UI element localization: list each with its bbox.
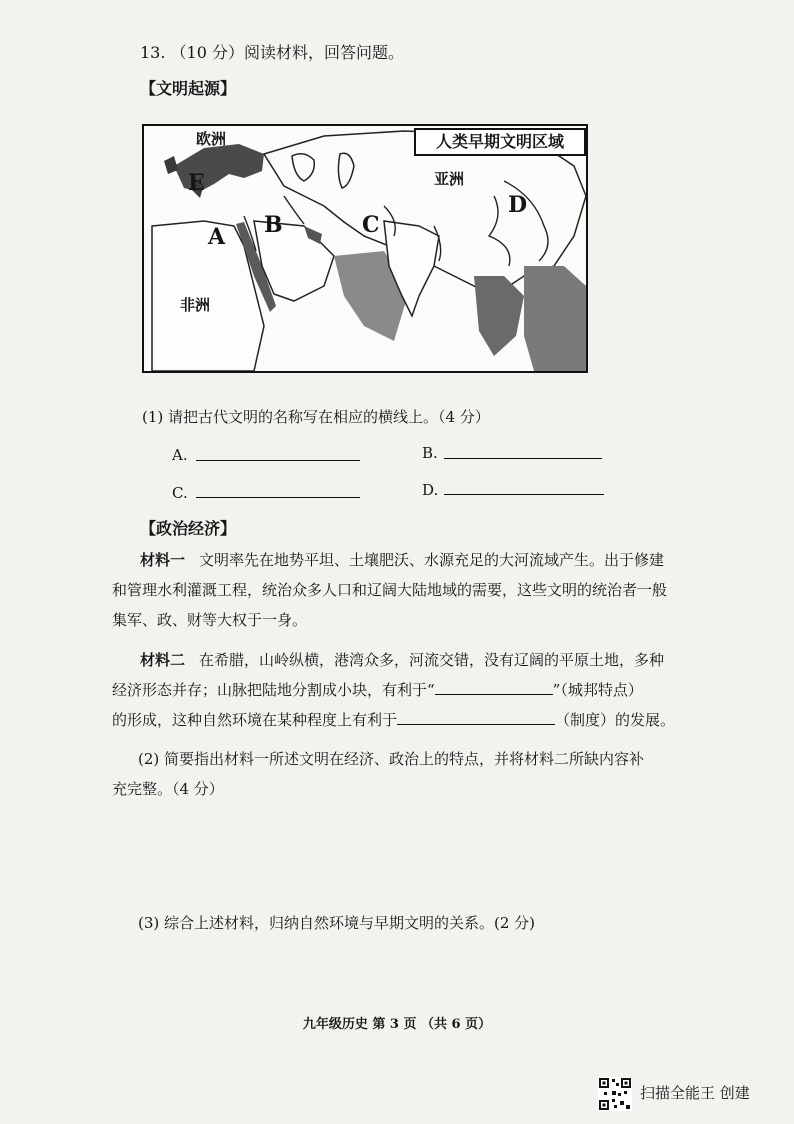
map-label-africa: 非洲 (180, 296, 211, 314)
q2-line1: (2) 简要指出材料一所述文明在经济、政治上的特点，并将材料二所缺内容补 (138, 750, 645, 768)
map-letter-e: E (188, 170, 205, 196)
scanner-watermark: 扫描全能王 创建 (640, 1084, 750, 1102)
blank-label-c: C. (172, 484, 188, 502)
section-title-origin: 【文明起源】 (140, 79, 237, 98)
q2-text (112, 744, 698, 804)
page-footer: 九年级历史 第 3 页 （共 6 页） (302, 1017, 492, 1032)
material-two-line1: 在希腊，山岭纵横，港湾众多，河流交错，没有辽阔的平原土地，多种 (199, 651, 665, 669)
material-one-line3: 集军、政、财等大权于一身。 (112, 611, 308, 629)
blank-label-a: A. (172, 446, 188, 464)
question-header (140, 40, 404, 63)
q3-text: (3) 综合上述材料，归纳自然环境与早期文明的关系。(2 分) (138, 914, 536, 932)
question-number: 13. (140, 43, 166, 62)
q1-text: (1) 请把古代文明的名称写在相应的横线上。（4 分） (142, 408, 490, 426)
map-letter-c: C (362, 212, 380, 238)
map-label-asia: 亚洲 (434, 170, 465, 188)
material-two-line2a: 经济形态并存；山脉把陆地分割成小块，有利于“ (112, 681, 435, 699)
blank-system[interactable] (397, 710, 555, 725)
blank-label-b: B. (422, 444, 438, 462)
blank-city-state-feature[interactable] (435, 680, 553, 695)
answer-line-c[interactable] (196, 481, 360, 498)
question-instruction: 阅读材料，回答问题。 (244, 43, 405, 62)
map-letter-d: D (508, 192, 528, 218)
material-two-label: 材料二 (140, 651, 186, 669)
answer-line-b[interactable] (444, 442, 602, 459)
material-one-line1: 文明率先在地势平坦、土壤肥沃、水源充足的大河流域产生。出于修建 (199, 551, 665, 569)
map-letter-b: B (264, 212, 283, 238)
question-score: （10 分） (170, 43, 244, 62)
material-one-label: 材料一 (140, 551, 186, 569)
material-two-line3b: （制度）的发展。 (555, 711, 676, 729)
qr-code-icon (598, 1077, 632, 1111)
civilization-map (142, 124, 588, 373)
map-label-europe: 欧洲 (196, 130, 227, 148)
answer-line-d[interactable] (444, 478, 604, 495)
answer-line-a[interactable] (196, 444, 360, 461)
material-two (112, 645, 702, 735)
material-two-line2b: ”（城邦特点） (552, 681, 643, 699)
material-one (112, 545, 692, 635)
map-title: 人类早期文明区域 (414, 128, 586, 156)
material-two-line3a: 的形成，这种自然环境在某种程度上有利于 (112, 711, 398, 729)
map-letter-a: A (208, 224, 226, 250)
section-title-politics: 【政治经济】 (140, 519, 237, 538)
blank-label-d: D. (422, 481, 439, 499)
q2-line2: 充完整。（4 分） (112, 780, 224, 798)
material-one-line2: 和管理水利灌溉工程，统治众多人口和辽阔大陆地域的需要，这些文明的统治者一般 (112, 581, 668, 599)
